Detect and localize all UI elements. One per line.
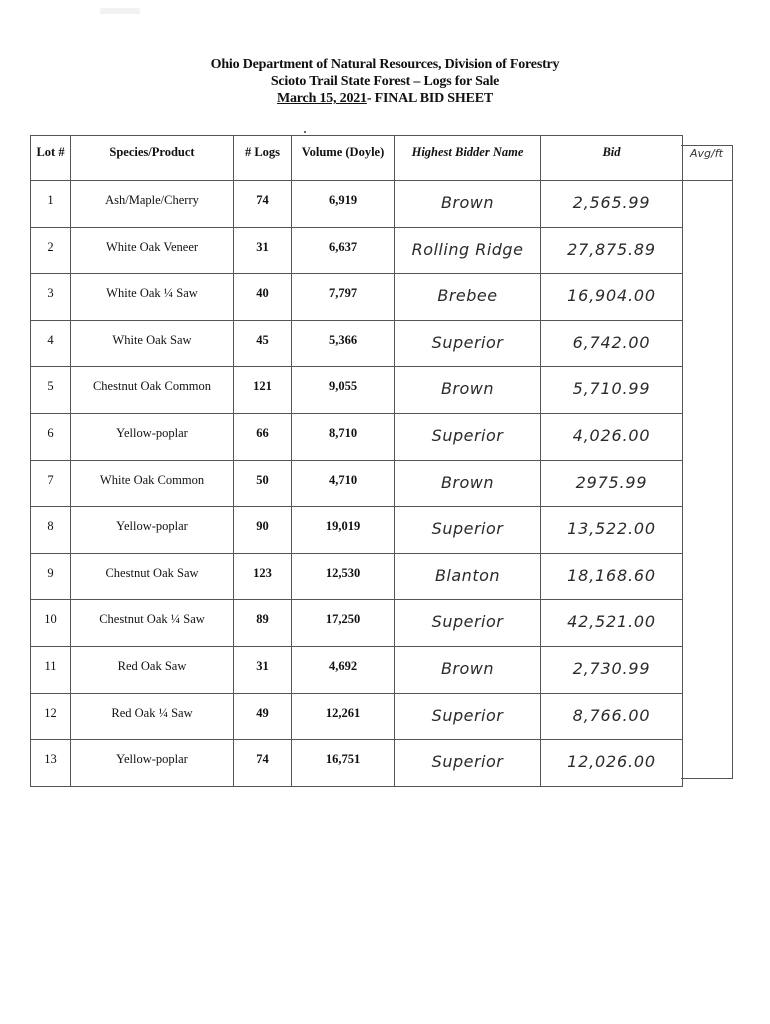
bidder-cell: Rolling Ridge [395, 227, 541, 274]
bid-cell: 12,026.00 [541, 740, 683, 787]
volume-cell: 12,261 [292, 693, 395, 740]
document-header [0, 56, 770, 107]
volume-cell: 5,366 [292, 320, 395, 367]
species-cell: Yellow-poplar [71, 740, 234, 787]
bid-cell: 6,742.00 [541, 320, 683, 367]
volume-cell: 12,530 [292, 553, 395, 600]
table-row [31, 460, 683, 507]
bidder-cell: Superior [395, 740, 541, 787]
bidder-cell: Brebee [395, 274, 541, 321]
bid-cell: 5,710.99 [541, 367, 683, 414]
header-species: Species/Product [71, 136, 234, 181]
header-lot: Lot # [31, 136, 71, 181]
table-row [31, 553, 683, 600]
species-cell: Chestnut Oak Common [71, 367, 234, 414]
bid-cell: 2,565.99 [541, 181, 683, 228]
species-cell: White Oak Veneer [71, 227, 234, 274]
species-cell: White Oak Saw [71, 320, 234, 367]
lot-cell: 1 [31, 181, 71, 228]
sheet-title: - FINAL BID SHEET [366, 91, 493, 106]
table-row [31, 507, 683, 554]
bid-cell: 8,766.00 [541, 693, 683, 740]
volume-cell: 19,019 [292, 507, 395, 554]
logs-cell: 49 [234, 693, 292, 740]
logs-cell: 89 [234, 600, 292, 647]
lot-cell: 8 [31, 507, 71, 554]
bidder-cell: Brown [395, 181, 541, 228]
table-body [31, 181, 683, 787]
bid-cell: 2975.99 [541, 460, 683, 507]
logs-cell: 121 [234, 367, 292, 414]
species-cell: Red Oak ¼ Saw [71, 693, 234, 740]
volume-cell: 7,797 [292, 274, 395, 321]
logs-cell: 50 [234, 460, 292, 507]
avg-per-ft-note: Avg/ft [690, 147, 723, 160]
bid-cell: 16,904.00 [541, 274, 683, 321]
logs-cell: 74 [234, 181, 292, 228]
lot-cell: 11 [31, 646, 71, 693]
bidder-cell: Brown [395, 646, 541, 693]
bid-cell: 42,521.00 [541, 600, 683, 647]
table-row [31, 740, 683, 787]
bidder-cell: Superior [395, 320, 541, 367]
table-row [31, 646, 683, 693]
bidder-cell: Brown [395, 367, 541, 414]
logs-cell: 123 [234, 553, 292, 600]
bid-cell: 13,522.00 [541, 507, 683, 554]
header-logs: # Logs [234, 136, 292, 181]
header-forest: Scioto Trail State Forest – Logs for Sale [270, 74, 500, 89]
table-row [31, 181, 683, 228]
table-row [31, 693, 683, 740]
volume-cell: 6,637 [292, 227, 395, 274]
lot-cell: 9 [31, 553, 71, 600]
lot-cell: 13 [31, 740, 71, 787]
volume-cell: 16,751 [292, 740, 395, 787]
lot-cell: 6 [31, 413, 71, 460]
species-cell: Ash/Maple/Cherry [71, 181, 234, 228]
volume-cell: 4,710 [292, 460, 395, 507]
sale-date: March 15, 2021 [276, 91, 367, 106]
bid-cell: 4,026.00 [541, 413, 683, 460]
bidder-cell: Blanton [395, 553, 541, 600]
table-header-row [31, 136, 683, 181]
header-bidder: Highest Bidder Name [395, 136, 541, 181]
bidder-cell: Superior [395, 413, 541, 460]
bid-cell: 2,730.99 [541, 646, 683, 693]
species-cell: White Oak ¼ Saw [71, 274, 234, 321]
table-row [31, 274, 683, 321]
bid-cell: 27,875.89 [541, 227, 683, 274]
header-bid: Bid [541, 136, 683, 181]
volume-cell: 9,055 [292, 367, 395, 414]
species-cell: Chestnut Oak Saw [71, 553, 234, 600]
bidder-cell: Superior [395, 600, 541, 647]
table-row [31, 413, 683, 460]
logs-cell: 66 [234, 413, 292, 460]
volume-cell: 6,919 [292, 181, 395, 228]
lot-cell: 7 [31, 460, 71, 507]
header-agency: Ohio Department of Natural Resources, Division of Forestry [210, 57, 560, 72]
lot-cell: 5 [31, 367, 71, 414]
bidder-cell: Superior [395, 507, 541, 554]
logs-cell: 31 [234, 646, 292, 693]
table-row [31, 600, 683, 647]
lot-cell: 10 [31, 600, 71, 647]
logs-cell: 45 [234, 320, 292, 367]
bid-cell: 18,168.60 [541, 553, 683, 600]
lot-cell: 3 [31, 274, 71, 321]
lot-cell: 12 [31, 693, 71, 740]
logs-cell: 90 [234, 507, 292, 554]
header-volume: Volume (Doyle) [292, 136, 395, 181]
lot-cell: 4 [31, 320, 71, 367]
volume-cell: 4,692 [292, 646, 395, 693]
scan-dot [304, 131, 306, 133]
species-cell: Yellow-poplar [71, 507, 234, 554]
table-row [31, 320, 683, 367]
bid-table [30, 135, 683, 787]
lot-cell: 2 [31, 227, 71, 274]
species-cell: Red Oak Saw [71, 646, 234, 693]
logs-cell: 31 [234, 227, 292, 274]
extra-column [681, 145, 733, 779]
species-cell: Chestnut Oak ¼ Saw [71, 600, 234, 647]
header-date-line [0, 90, 770, 107]
bidder-cell: Brown [395, 460, 541, 507]
species-cell: White Oak Common [71, 460, 234, 507]
table-row [31, 227, 683, 274]
logs-cell: 74 [234, 740, 292, 787]
species-cell: Yellow-poplar [71, 413, 234, 460]
table-row [31, 367, 683, 414]
volume-cell: 17,250 [292, 600, 395, 647]
scan-artifact [100, 8, 140, 14]
logs-cell: 40 [234, 274, 292, 321]
volume-cell: 8,710 [292, 413, 395, 460]
bidder-cell: Superior [395, 693, 541, 740]
